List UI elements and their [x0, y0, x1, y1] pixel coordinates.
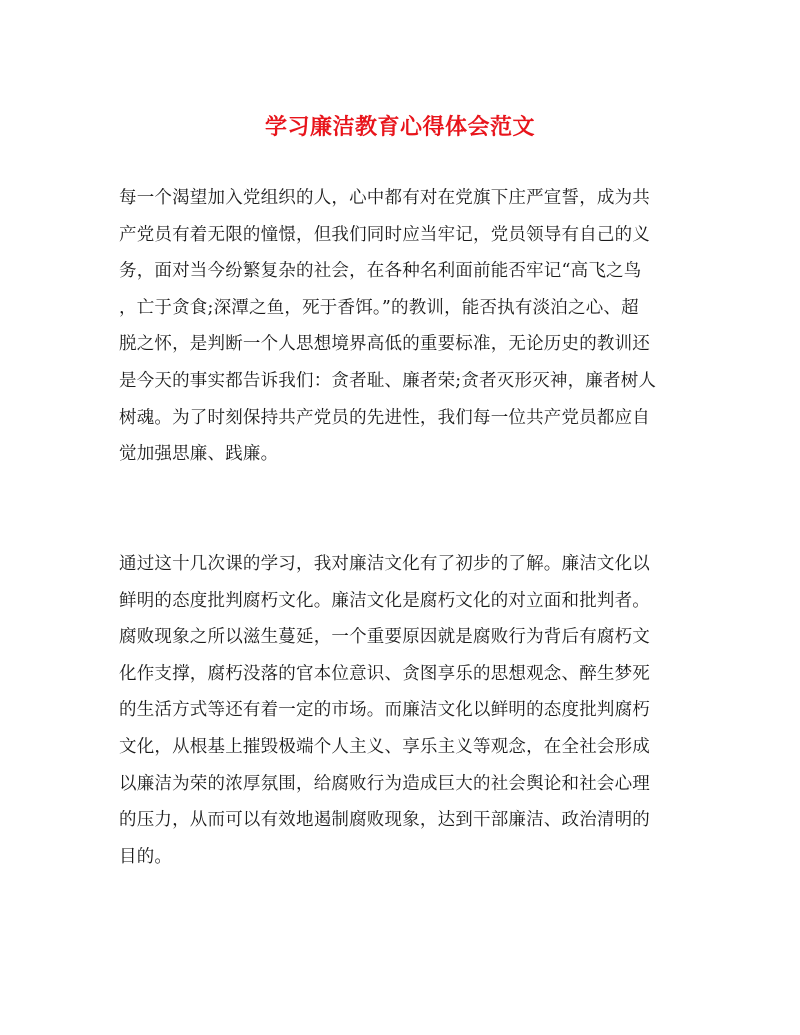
paragraph-line: 树魂。为了时刻保持共产党员的先进性，我们每一位共产党员都应自 — [119, 407, 650, 428]
paragraph-line: ，亡于贪食;深潭之鱼，死于香饵。”的教训，能否执有淡泊之心、超 — [119, 297, 639, 318]
document-title: 学习廉洁教育心得体会范文 — [264, 114, 535, 140]
paragraph-line: 通过这十几次课的学习，我对廉洁文化有了初步的了解。廉洁文化以 — [119, 554, 650, 574]
paragraph-line: 是今天的事实都告诉我们：贪者耻、廉者荣;贪者灭形灭神，廉者树人 — [119, 370, 657, 391]
paragraph-line: 鲜明的态度批判腐朽文化。廉洁文化是腐朽文化的对立面和批判者。 — [119, 590, 650, 611]
paragraph-line: 文化，从根基上摧毁极端个人主义、享乐主义等观念，在全社会形成 — [119, 736, 650, 757]
paragraph-line: 目的。 — [119, 846, 173, 867]
paragraph-line: 觉加强思廉、践廉。 — [119, 444, 279, 465]
paragraph-line: 以廉洁为荣的浓厚氛围，给腐败行为造成巨大的社会舆论和社会心理 — [119, 773, 650, 794]
paragraph-line: 务，面对当今纷繁复杂的社会，在各种名利面前能否牢记“高飞之鸟 — [119, 261, 642, 282]
paragraph-2 — [119, 546, 679, 875]
paragraph-line: 腐败现象之所以滋生蔓延，一个重要原因就是腐败行为背后有腐朽文 — [119, 627, 650, 648]
paragraph-1 — [119, 180, 679, 473]
paragraph-line: 每一个渴望加入党组织的人，心中都有对在党旗下庄严宣誓，成为共 — [119, 188, 650, 208]
paragraph-line: 的压力，从而可以有效地遏制腐败现象，达到干部廉洁、政治清明的 — [119, 810, 650, 831]
paragraph-line: 化作支撑，腐朽没落的官本位意识、贪图享乐的思想观念、醉生梦死 — [119, 663, 650, 684]
paragraph-line: 的生活方式等还有着一定的市场。而廉洁文化以鲜明的态度批判腐朽 — [119, 700, 650, 721]
paragraph-line: 脱之怀，是判断一个人思想境界高低的重要标准，无论历史的教训还 — [119, 334, 650, 355]
paragraph-line: 产党员有着无限的憧憬，但我们同时应当牢记，党员领导有自己的义 — [119, 224, 650, 245]
